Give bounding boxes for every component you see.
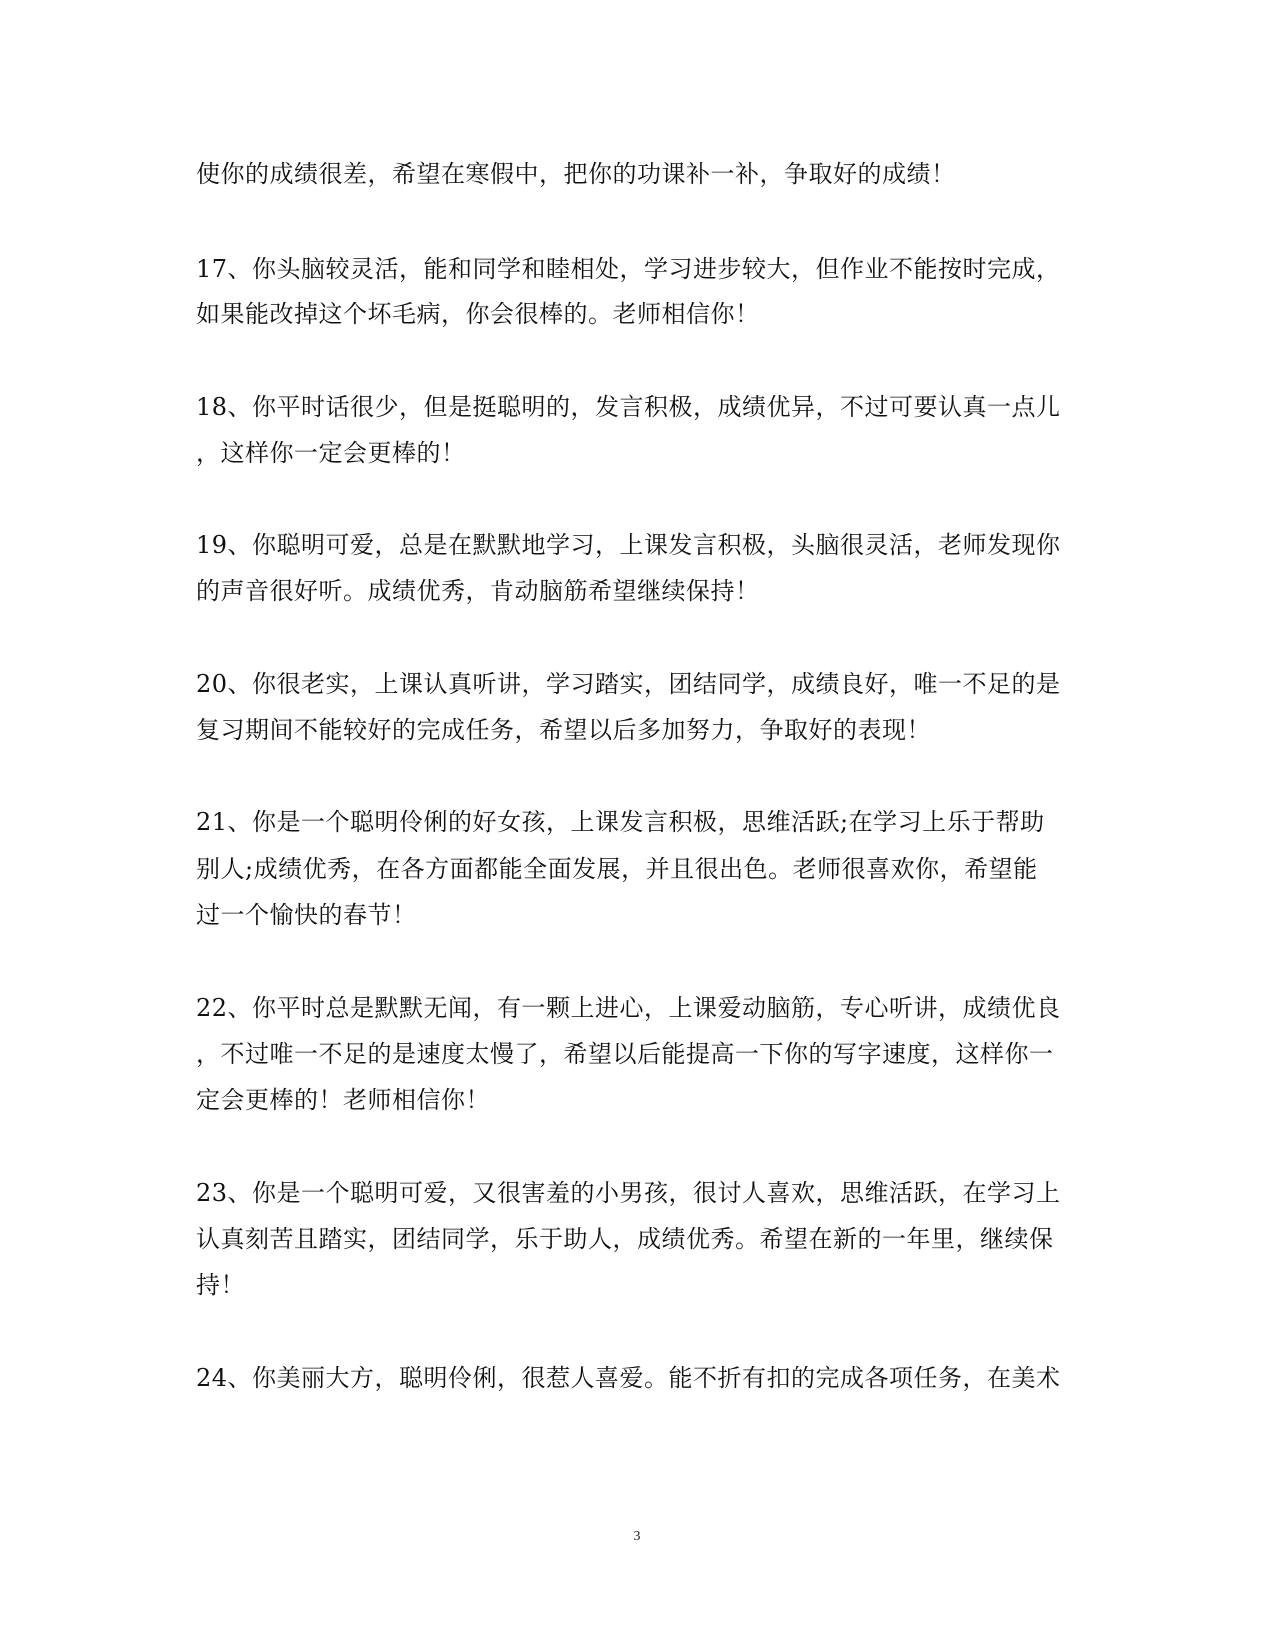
- text-line: 23、你是一个聪明可爱，又很害羞的小男孩，很讨人喜欢，思维活跃，在学习上: [196, 1179, 1061, 1207]
- text-line: 过一个愉快的春节！: [196, 901, 417, 929]
- text-line: 21、你是一个聪明伶俐的好女孩，上课发言积极，思维活跃;在学习上乐于帮助: [196, 808, 1045, 836]
- text-line: 19、你聪明可爱，总是在默默地学习，上课发言积极，头脑很灵活，老师发现你: [196, 531, 1061, 559]
- text-line: 别人;成绩优秀，在各方面都能全面发展，并且很出色。老师很喜欢你，希望能: [196, 855, 1038, 883]
- text-line: 17、你头脑较灵活，能和同学和睦相处，学习进步较大，但作业不能按时完成，: [196, 255, 1061, 283]
- text-line: ，这样你一定会更棒的！: [196, 439, 466, 467]
- text-line: 18、你平时话很少，但是挺聪明的，发言积极，成绩优异，不过可要认真一点儿: [196, 393, 1061, 421]
- text-line: 22、你平时总是默默无闻，有一颗上进心，上课爱动脑筋，专心听讲，成绩优良: [196, 994, 1061, 1022]
- text-line: 定会更棒的！老师相信你！: [196, 1086, 490, 1114]
- text-line: 的声音很好听。成绩优秀，肯动脑筋希望继续保持！: [196, 577, 760, 605]
- text-line: 认真刻苦且踏实，团结同学，乐于助人，成绩优秀。希望在新的一年里，继续保: [196, 1225, 1054, 1253]
- text-line: 如果能改掉这个坏毛病，你会很棒的。老师相信你！: [196, 300, 760, 328]
- text-line: ，不过唯一不足的是速度太慢了，希望以后能提高一下你的写字速度，这样你一: [196, 1040, 1054, 1068]
- text-line: 24、你美丽大方，聪明伶俐，很惹人喜爱。能不折有扣的完成各项任务，在美术: [196, 1364, 1061, 1392]
- text-line: 20、你很老实，上课认真听讲，学习踏实，团结同学，成绩良好，唯一不足的是: [196, 670, 1061, 698]
- text-line: 使你的成绩很差，希望在寒假中，把你的功课补一补，争取好的成绩！: [196, 160, 956, 188]
- page-number: 3: [633, 1529, 641, 1544]
- text-line: 复习期间不能较好的完成任务，希望以后多加努力，争取好的表现！: [196, 716, 931, 744]
- text-line: 持！: [196, 1271, 245, 1299]
